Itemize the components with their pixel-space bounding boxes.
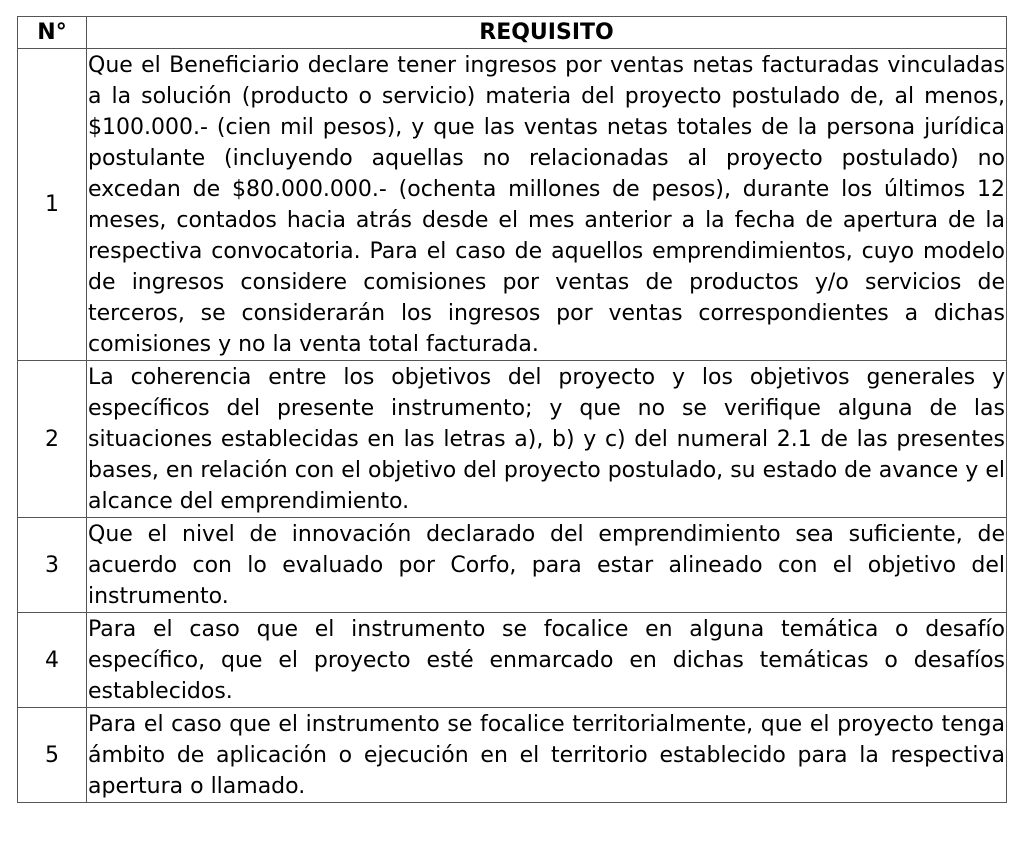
row-number: 4 (18, 613, 87, 708)
row-requirement-text: Que el nivel de innovación declarado del emprendimiento sea suficiente, de acuerdo con lo evaluado por Corfo, para estar alineado con el objetivo del instrumento. (87, 518, 1007, 613)
header-number: N° (18, 17, 87, 49)
table-body (18, 49, 1007, 803)
row-number: 1 (18, 49, 87, 361)
table-row (18, 49, 1007, 361)
table-row (18, 613, 1007, 708)
row-requirement-text: Para el caso que el instrumento se focalice territorialmente, que el proyecto tenga ámbito de aplicación o ejecución en el territorio establecido para la respectiva apertura o llamado. (87, 708, 1007, 803)
table-row (18, 708, 1007, 803)
header-requirement: REQUISITO (87, 17, 1007, 49)
requirements-table (17, 16, 1007, 803)
row-requirement-text: La coherencia entre los objetivos del proyecto y los objetivos generales y específicos del presente instrumento; y que no se verifique alguna de las situaciones establecidas en las letras a), b) y c) del numeral 2.1 de las presentes bases, en relación con el objetivo del proyecto postulado, su estado de avance y el alcance del emprendimiento. (87, 361, 1007, 518)
row-number: 2 (18, 361, 87, 518)
row-requirement-text: Para el caso que el instrumento se focalice en alguna temática o desafío específico, que el proyecto esté enmarcado en dichas temáticas o desafíos establecidos. (87, 613, 1007, 708)
table-row (18, 361, 1007, 518)
row-number: 3 (18, 518, 87, 613)
table-header (18, 17, 1007, 49)
table-row (18, 518, 1007, 613)
row-requirement-text: Que el Beneficiario declare tener ingresos por ventas netas facturadas vinculadas a la solución (producto o servicio) materia del proyecto postulado de, al menos, $100.000.- (cien mil pesos), y que las ventas netas totales de la persona jurídica postulante (incluyendo aquellas no relacionadas al proyecto postulado) no excedan de $80.000.000.- (ochenta millones de pesos), durante los últimos 12 meses, contados hacia atrás desde el mes anterior a la fecha de apertura de la respectiva convocatoria. Para el caso de aquellos emprendimientos, cuyo modelo de ingresos considere comisiones por ventas de productos y/o servicios de terceros, se considerarán los ingresos por ventas correspondientes a dichas comisiones y no la venta total facturada. (87, 49, 1007, 361)
header-row (18, 17, 1007, 49)
row-number: 5 (18, 708, 87, 803)
